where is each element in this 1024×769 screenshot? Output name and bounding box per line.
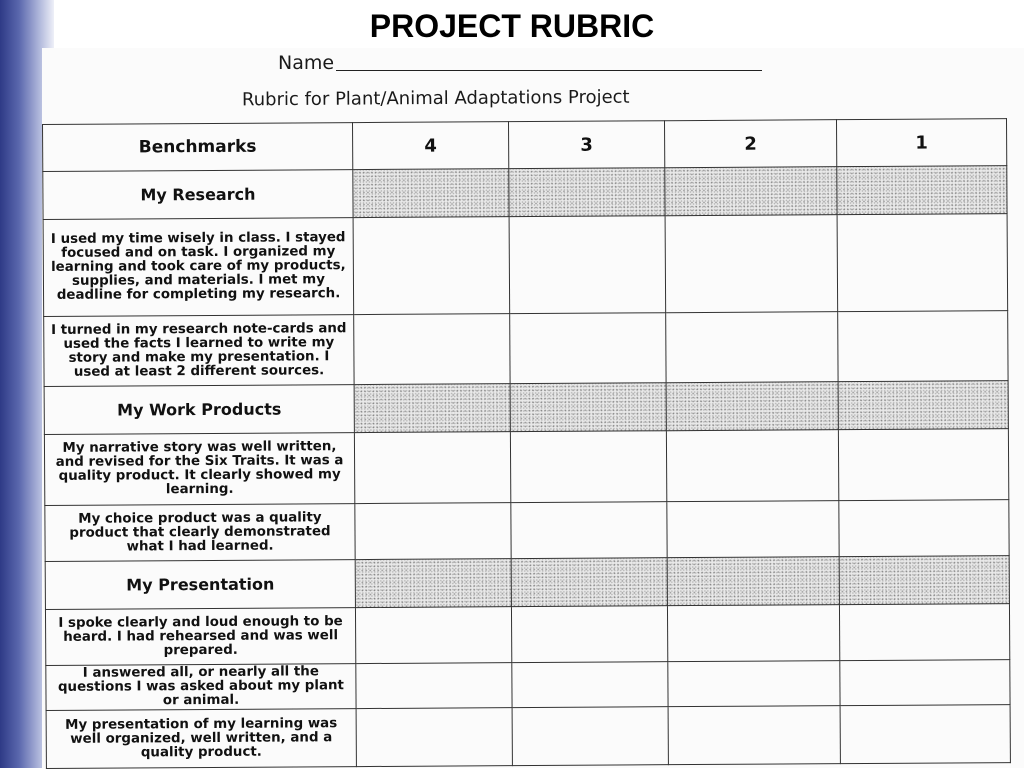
score-cell <box>355 607 511 664</box>
slide-title: PROJECT RUBRIC <box>369 8 655 44</box>
shaded-cell <box>837 166 1007 215</box>
column-header-score-2: 2 <box>664 120 836 168</box>
score-cell <box>838 429 1008 501</box>
score-cell <box>668 661 840 707</box>
shaded-cell <box>510 383 666 432</box>
column-header-score-1: 1 <box>836 119 1006 167</box>
column-header-score-4: 4 <box>352 122 508 170</box>
score-cell <box>510 313 666 384</box>
score-cell <box>510 431 666 503</box>
score-cell <box>840 660 1010 706</box>
name-label: Name <box>278 52 335 74</box>
criterion-row <box>46 660 1010 711</box>
section-row-work-products <box>44 381 1008 435</box>
score-cell <box>512 707 668 766</box>
criterion-text: My presentation of my learning was well organized, well written, and a quality product. <box>46 709 356 769</box>
score-cell <box>667 605 839 662</box>
criterion-row <box>45 500 1009 562</box>
score-cell <box>665 215 838 313</box>
criterion-row <box>46 705 1010 769</box>
shaded-cell <box>839 556 1009 605</box>
score-cell <box>353 217 510 315</box>
criterion-row <box>44 429 1008 506</box>
score-cell <box>668 706 840 765</box>
shaded-cell <box>509 168 665 217</box>
score-cell <box>839 500 1009 557</box>
score-cell <box>837 214 1008 312</box>
name-field <box>278 52 762 74</box>
shaded-cell <box>354 384 510 433</box>
score-cell <box>355 503 511 560</box>
section-row-presentation <box>45 556 1009 610</box>
shaded-cell <box>355 559 511 608</box>
shaded-cell <box>666 382 838 431</box>
criterion-text: I answered all, or nearly all the questions I was asked about my plant or animal. <box>46 664 356 711</box>
rubric-table <box>42 118 1011 769</box>
score-cell <box>511 502 667 559</box>
score-cell <box>838 311 1008 382</box>
section-label: My Research <box>43 170 353 220</box>
column-header-benchmarks: Benchmarks <box>43 123 353 172</box>
score-cell <box>840 705 1010 764</box>
criterion-text: My choice product was a quality product that clearly demonstrated what I had learned. <box>45 504 355 562</box>
criterion-row <box>43 214 1008 317</box>
score-cell <box>667 501 839 558</box>
rubric-subtitle: Rubric for Plant/Animal Adaptations Project <box>241 86 630 111</box>
score-cell <box>512 662 668 708</box>
score-cell <box>354 314 510 385</box>
shaded-cell <box>353 169 509 218</box>
name-blank-line <box>336 69 762 71</box>
criterion-row <box>45 604 1009 666</box>
shaded-cell <box>667 557 839 606</box>
section-label: My Work Products <box>44 385 354 435</box>
header-row <box>43 119 1007 172</box>
criterion-row <box>44 311 1008 387</box>
criterion-text: I turned in my research note-cards and used the facts I learned to write my story and make my presentation. I used at least 2 different sources. <box>44 315 354 387</box>
score-cell <box>839 604 1009 661</box>
score-cell <box>666 430 838 502</box>
shaded-cell <box>838 381 1008 430</box>
section-row-research <box>43 166 1007 220</box>
scanned-worksheet <box>42 48 1024 768</box>
score-cell <box>509 216 666 314</box>
score-cell <box>356 708 512 767</box>
column-header-score-3: 3 <box>508 121 664 169</box>
criterion-text: I spoke clearly and loud enough to be heard. I had rehearsed and was well prepared. <box>45 608 355 666</box>
criterion-text: My narrative story was well written, and revised for the Six Traits. It was a quality product. It clearly showed my learning. <box>44 433 354 506</box>
score-cell <box>666 312 838 383</box>
score-cell <box>354 432 510 504</box>
section-label: My Presentation <box>45 560 355 610</box>
shaded-cell <box>665 167 837 216</box>
shaded-cell <box>511 558 667 607</box>
score-cell <box>511 606 667 663</box>
criterion-text: I used my time wisely in class. I stayed focused and on task. I organized my learning and took care of my products, supplies, and materials. I met my deadline for completing my research. <box>43 218 354 317</box>
score-cell <box>356 663 512 709</box>
